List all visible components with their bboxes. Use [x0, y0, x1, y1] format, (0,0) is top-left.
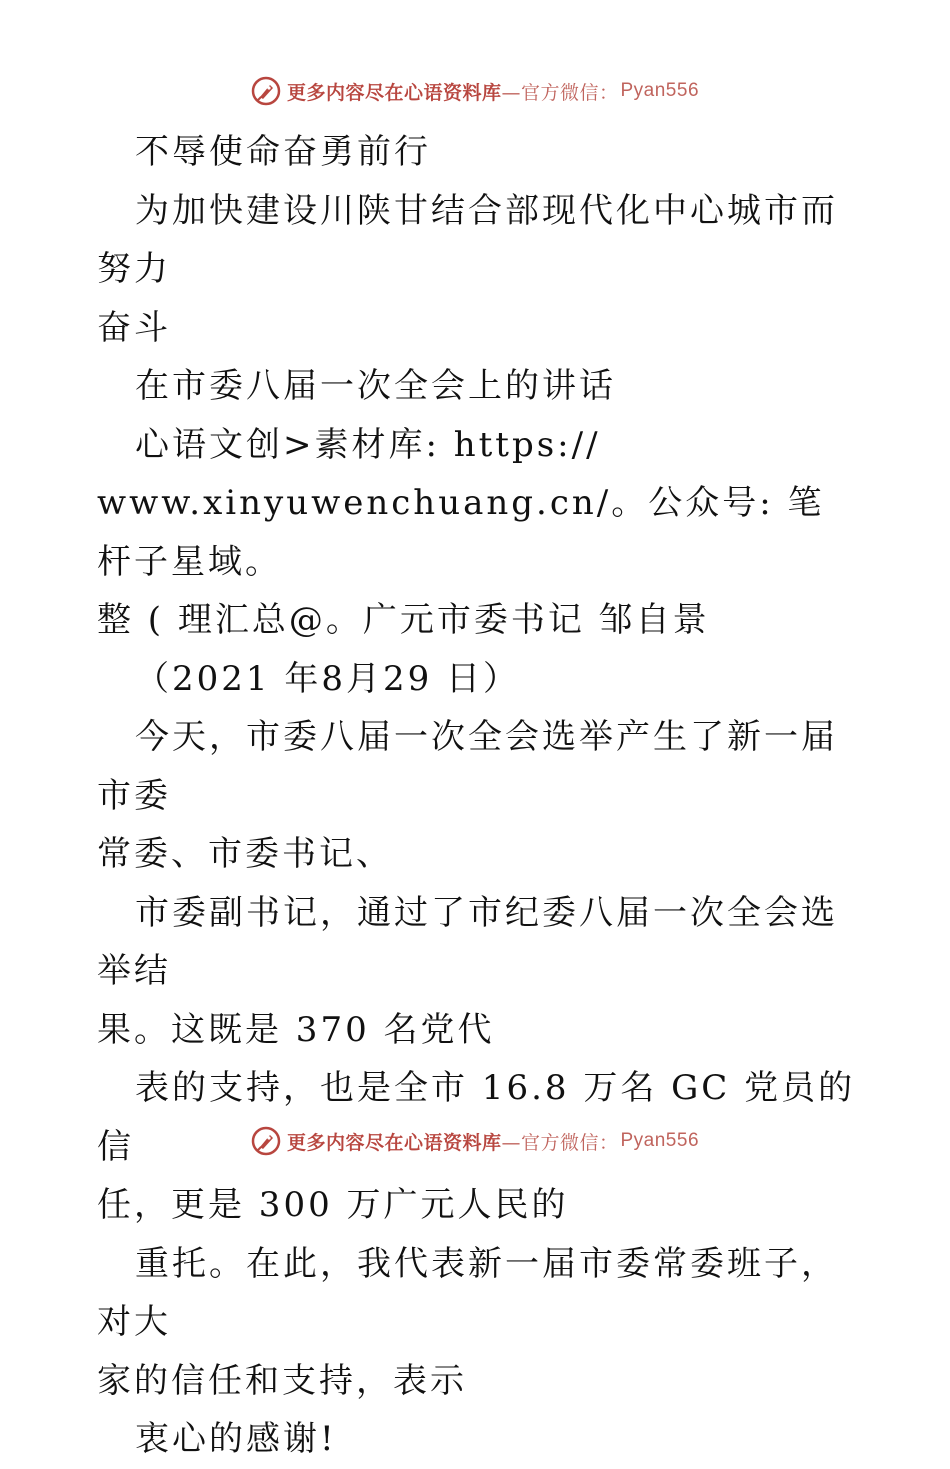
document-body	[97, 123, 857, 1469]
header-banner	[0, 71, 950, 111]
source-line: 心语文创>素材库: https://	[135, 424, 601, 465]
banner-main-text: 更多内容尽在心语资料库	[286, 81, 502, 104]
paragraph-4-cont: 家的信任和支持，表示	[97, 1360, 467, 1401]
source-line-cont: www.xinyuwenchuang.cn/。公众号: 笔杆子星域。	[97, 483, 825, 582]
paragraph-2: 市委副书记，通过了市纪委八届一次全会选举结	[97, 892, 838, 991]
banner-main-text: 更多内容尽在心语资料库	[286, 1131, 502, 1154]
banner-wechat-label: —官方微信：	[501, 1131, 619, 1154]
paragraph-3: 表的支持，也是全市 16.8 万名 GC 党员的信	[97, 1068, 856, 1167]
pen-nib-icon	[251, 1126, 281, 1156]
paragraph-3-cont: 任，更是 300 万广元人民的	[97, 1185, 569, 1225]
document-title: 不辱使命奋勇前行	[135, 132, 431, 172]
paragraph-4: 重托。在此，我代表新一届市委常委班子，对大	[97, 1243, 838, 1342]
paragraph-1: 今天，市委八届一次全会选举产生了新一届市委	[97, 717, 838, 816]
paragraph-5: 衷心的感谢!	[135, 1419, 337, 1459]
document-subtitle: 为加快建设川陕甘结合部现代化中心城市而努力	[97, 190, 838, 289]
banner-wechat-label: —官方微信：	[501, 81, 619, 104]
date-line: （2021 年8月29 日）	[135, 658, 521, 699]
paragraph-1-cont: 常委、市委书记、	[97, 834, 393, 874]
paragraph-2-cont: 果。这既是 370 名党代	[97, 1009, 495, 1050]
banner-wechat-id: Pyan556	[620, 80, 700, 101]
document-occasion: 在市委八届一次全会上的讲话	[135, 366, 616, 406]
document-subtitle-cont: 奋斗	[97, 307, 171, 348]
banner-wechat-id: Pyan556	[620, 1130, 700, 1151]
footer-banner	[0, 1121, 950, 1161]
pen-nib-icon	[251, 76, 281, 106]
author-line: 整 ( 理汇总@。广元市委书记 邹自景	[97, 600, 710, 640]
